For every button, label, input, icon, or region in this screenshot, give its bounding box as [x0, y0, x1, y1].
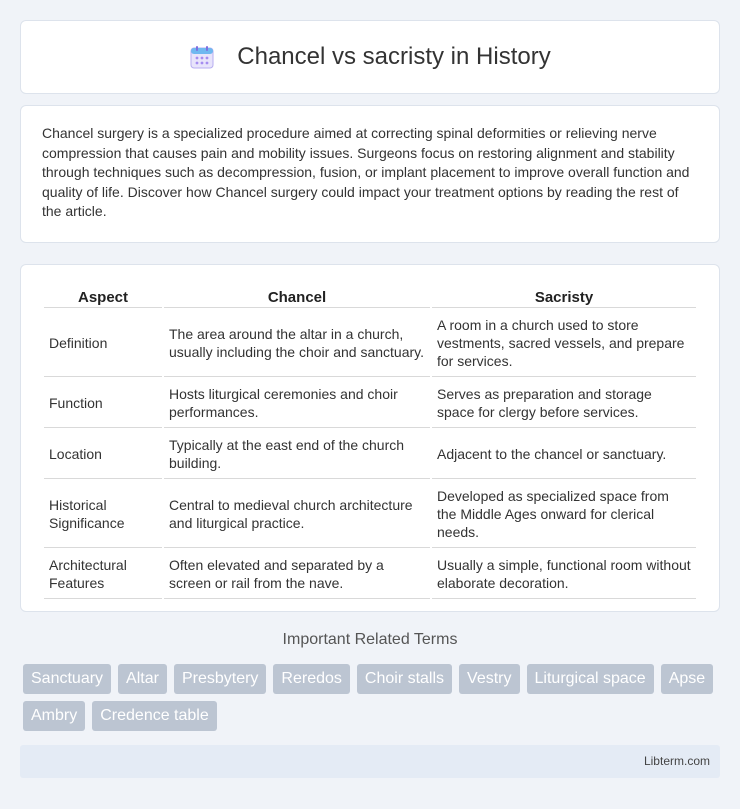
tag-altar[interactable]: Altar [118, 664, 167, 694]
row-sacristy: Serves as preparation and storage space for clergy before services. [432, 379, 696, 428]
tag-choir-stalls[interactable]: Choir stalls [357, 664, 452, 694]
tag-liturgical-space[interactable]: Liturgical space [527, 664, 654, 694]
row-aspect: Function [44, 379, 162, 428]
tag-vestry[interactable]: Vestry [459, 664, 519, 694]
related-terms-tags [23, 664, 723, 738]
footer-site-link[interactable]: Libterm.com [643, 754, 710, 768]
row-aspect: Architectural Features [44, 550, 162, 599]
row-sacristy: Adjacent to the chancel or sanctuary. [432, 430, 696, 479]
row-aspect: Location [44, 430, 162, 479]
row-chancel: Central to medieval church architecture and liturgical practice. [164, 481, 430, 548]
header-chancel: Chancel [164, 287, 430, 308]
row-chancel: Hosts liturgical ceremonies and choir performances. [164, 379, 430, 428]
tag-credence-table[interactable]: Credence table [92, 701, 217, 731]
header-aspect: Aspect [44, 287, 162, 308]
tag-sanctuary[interactable]: Sanctuary [23, 664, 111, 694]
related-terms-heading: Important Related Terms [282, 631, 458, 648]
header-sacristy: Sacristy [432, 287, 696, 308]
table-row [44, 310, 696, 377]
tag-reredos[interactable]: Reredos [273, 664, 349, 694]
intro-text: Chancel surgery is a specialized procedure aimed at correcting spinal deformities or relieving nerve compression that causes pain and mobility issues. Surgeons focus on restoring alignment and stability through techniques such as decompression, fusion, or implant placement to improve overall function and quality of life. Discover how Chancel surgery could impact your treatment options by reading the rest of the article. [42, 125, 690, 220]
row-sacristy: A room in a church used to store vestments, sacred vessels, and prepare for services. [432, 310, 696, 377]
tag-apse[interactable]: Apse [661, 664, 713, 694]
table-row [44, 550, 696, 599]
footer [20, 745, 720, 778]
row-chancel: Often elevated and separated by a screen or rail from the nave. [164, 550, 430, 599]
table-row [44, 430, 696, 479]
calendar-icon [189, 44, 215, 70]
tag-ambry[interactable]: Ambry [23, 701, 85, 731]
page-title: Chancel vs sacristy in History [237, 43, 551, 70]
row-aspect: Historical Significance [44, 481, 162, 548]
table-row [44, 481, 696, 548]
table-row [44, 379, 696, 428]
row-aspect: Definition [44, 310, 162, 377]
tag-presbytery[interactable]: Presbytery [174, 664, 266, 694]
intro-card [20, 105, 720, 243]
comparison-table [42, 285, 698, 601]
row-sacristy: Usually a simple, functional room without elaborate decoration. [432, 550, 696, 599]
row-chancel: The area around the altar in a church, usually including the choir and sanctuary. [164, 310, 430, 377]
row-chancel: Typically at the east end of the church building. [164, 430, 430, 479]
row-sacristy: Developed as specialized space from the Middle Ages onward for clerical needs. [432, 481, 696, 548]
table-header-row [44, 287, 696, 308]
title-card [20, 20, 720, 94]
comparison-table-card [20, 264, 720, 612]
